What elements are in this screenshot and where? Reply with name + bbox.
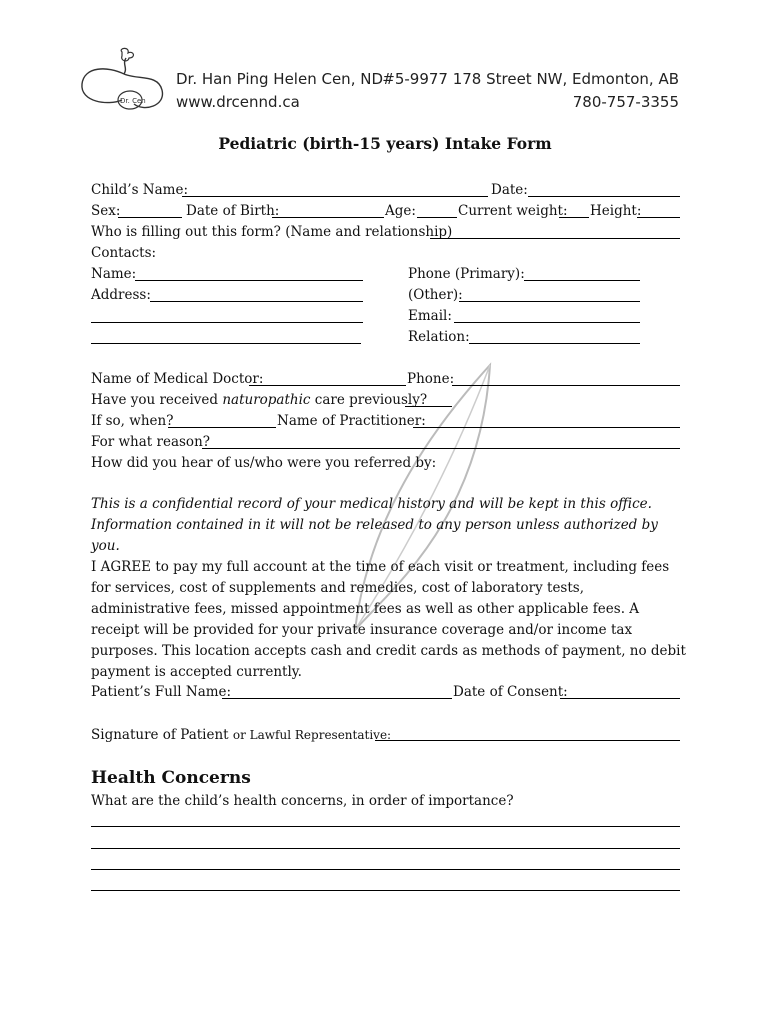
clinic-phone: 780-757-3355 xyxy=(572,93,679,111)
weight-field[interactable] xyxy=(559,217,589,218)
age-field[interactable] xyxy=(417,217,457,218)
confidential-notice: This is a confidential record of your medical history and will be kept in this office. Information contained in it will not be released to any person unless authorized by you. xyxy=(91,496,658,554)
phone-other-label: (Other): xyxy=(408,287,463,303)
if-so-when-label: If so, when? xyxy=(91,413,174,429)
height-field[interactable] xyxy=(637,217,680,218)
clinic-logo xyxy=(78,44,170,128)
contact-name-field[interactable] xyxy=(135,280,363,281)
full-name-field[interactable] xyxy=(222,698,452,699)
contact-address-line-3[interactable] xyxy=(91,343,361,344)
if-so-when-field[interactable] xyxy=(168,427,276,428)
health-concern-line-4[interactable] xyxy=(91,890,680,891)
medical-doctor-label: Name of Medical Doctor: xyxy=(91,371,264,387)
weight-label: Current weight: xyxy=(458,203,568,219)
stethoscope-logo-icon xyxy=(78,44,170,124)
health-concern-line-1[interactable] xyxy=(91,826,680,827)
date-field[interactable] xyxy=(528,196,680,197)
full-name-label: Patient’s Full Name: xyxy=(91,684,232,700)
clinic-address: #5-9977 178 Street NW, Edmonton, AB xyxy=(382,70,679,88)
referred-label: How did you hear of us/who were you referred by: xyxy=(91,455,437,471)
doctor-phone-label: Phone: xyxy=(407,371,455,387)
filling-out-label: Who is filling out this form? (Name and relationship) xyxy=(91,224,453,240)
clinic-website[interactable]: www.drcennd.ca xyxy=(176,93,300,111)
date-consent-label: Date of Consent: xyxy=(453,684,568,700)
date-label: Date: xyxy=(491,182,528,198)
phone-primary-label: Phone (Primary): xyxy=(408,266,525,282)
sex-field[interactable] xyxy=(118,217,182,218)
health-concerns-question: What are the child’s health concerns, in order of importance? xyxy=(91,793,514,809)
contact-address-field[interactable] xyxy=(150,301,363,302)
sex-label: Sex: xyxy=(91,203,121,219)
dob-field[interactable] xyxy=(272,217,384,218)
contact-address-label: Address: xyxy=(91,287,151,303)
health-concerns-heading: Health Concerns xyxy=(91,768,251,788)
svg-text:Dr. Cen: Dr. Cen xyxy=(120,97,146,105)
medical-doctor-field[interactable] xyxy=(249,385,406,386)
form-title: Pediatric (birth-15 years) Intake Form xyxy=(218,134,552,153)
contact-address-line-2[interactable] xyxy=(91,322,363,323)
contact-name-label: Name: xyxy=(91,266,137,282)
relation-field[interactable] xyxy=(469,343,640,344)
relation-label: Relation: xyxy=(408,329,470,345)
reason-field[interactable] xyxy=(202,448,680,449)
phone-other-field[interactable] xyxy=(459,301,640,302)
filling-out-field[interactable] xyxy=(430,238,680,239)
doctor-name: Dr. Han Ping Helen Cen, ND xyxy=(176,70,383,88)
phone-primary-field[interactable] xyxy=(524,280,640,281)
doctor-phone-field[interactable] xyxy=(452,385,680,386)
child-name-label: Child’s Name: xyxy=(91,182,189,198)
practitioner-field[interactable] xyxy=(413,427,680,428)
payment-agreement: I AGREE to pay my full account at the time of each visit or treatment, including fees for services, cost of supplements and remedies, cost of laboratory tests, administrative fees, missed appointment fees as well as other applicable fees. A receipt will be provided for your private insurance coverage and/or income tax purposes. This location accepts cash and credit cards as methods of payment, no debit payment is accepted currently. xyxy=(91,559,686,680)
health-concern-line-3[interactable] xyxy=(91,869,680,870)
email-field[interactable] xyxy=(454,322,640,323)
contacts-label: Contacts: xyxy=(91,245,157,261)
naturopathic-question: Have you received naturopathic care previously? xyxy=(91,392,428,408)
practitioner-label: Name of Practitioner: xyxy=(277,413,426,429)
health-concern-line-2[interactable] xyxy=(91,848,680,849)
height-label: Height: xyxy=(590,203,642,219)
reason-label: For what reason? xyxy=(91,434,210,450)
signature-field[interactable] xyxy=(375,740,680,741)
child-name-field[interactable] xyxy=(182,196,488,197)
signature-label: Signature of Patient or Lawful Representative: xyxy=(91,727,392,743)
age-label: Age: xyxy=(385,203,416,219)
dob-label: Date of Birth: xyxy=(186,203,280,219)
date-consent-field[interactable] xyxy=(560,698,680,699)
naturopathic-field[interactable] xyxy=(405,406,452,407)
email-label: Email: xyxy=(408,308,452,324)
